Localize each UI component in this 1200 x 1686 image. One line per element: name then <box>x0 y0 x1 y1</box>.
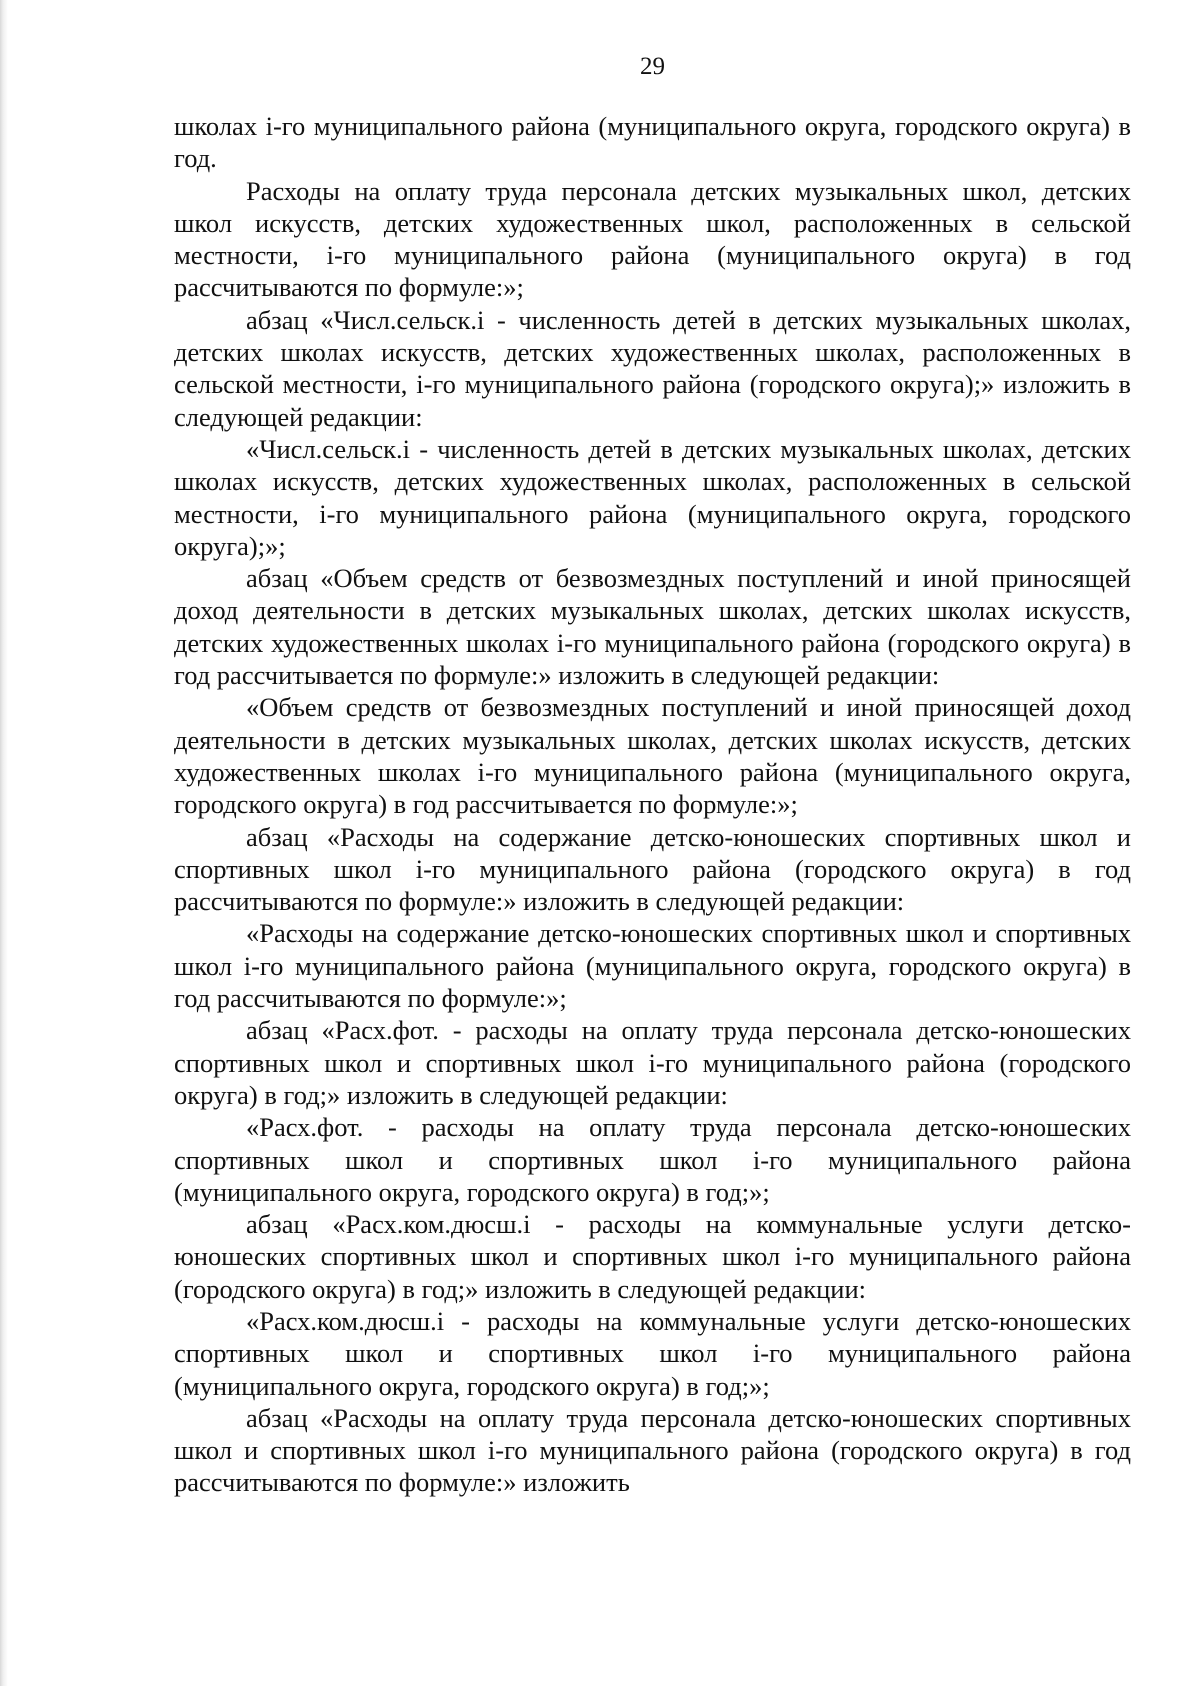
page-number: 29 <box>640 53 665 80</box>
paragraph-3: абзац «Числ.сельск.i - численность детей в детских музыкальных школах, детских школах искусств, детских художественных школах, расположенных в сельской местности, i-го муниципального района (городского округа);» изложить в следующей редакции: <box>174 304 1131 432</box>
paragraph-13: абзац «Расходы на оплату труда персонала детско-юношеских спортивных школ и спортивных школ i-го муниципального района (городского округа) в год рассчитываются по формуле:» изложить <box>174 1402 1131 1498</box>
document-body <box>174 110 1131 1499</box>
paragraph-12: «Расх.ком.дюсш.i - расходы на коммунальные услуги детско-юношеских спортивных школ и спортивных школ i-го муниципального района (муниципального округа, городского округа) в год;»; <box>174 1305 1131 1401</box>
paragraph-9: абзац «Расх.фот. - расходы на оплату труда персонала детско-юношеских спортивных школ и спортивных школ i-го муниципального района (городского округа) в год;» изложить в следующей редакции: <box>174 1015 1131 1110</box>
paragraph-10: «Расх.фот. - расходы на оплату труда персонала детско-юношеских спортивных школ и спортивных школ i-го муниципального района (муниципального округа, городского округа) в год;»; <box>174 1112 1131 1207</box>
paragraph-4: «Числ.сельск.i - численность детей в детских музыкальных школах, детских школах искусств, детских художественных школах, расположенных в сельской местности, i-го муниципального района (муниципального округа, городского округа);»; <box>174 433 1131 561</box>
paragraph-11: абзац «Расх.ком.дюсш.i - расходы на коммунальные услуги детско-юношеских спортивных школ и спортивных школ i-го муниципального района (городского округа) в год;» изложить в следующей редакции: <box>174 1209 1131 1304</box>
paragraph-7: абзац «Расходы на содержание детско-юношеских спортивных школ и спортивных школ i-го муниципального района (городского округа) в год рассчитываются по формуле:» изложить в следующей редакции: <box>174 821 1131 917</box>
paragraph-8: «Расходы на содержание детско-юношеских спортивных школ и спортивных школ i-го муниципального района (муниципального округа, городского округа) в год рассчитываются по формуле:»; <box>174 918 1131 1014</box>
paragraph-1: школах i-го муниципального района (муниципального округа, городского округа) в год. <box>174 111 1131 174</box>
scan-edge <box>0 0 8 1686</box>
paragraph-6: «Объем средств от безвозмездных поступлений и иной приносящей доход деятельности в детских музыкальных школах, детских школах искусств, детских художественных школах i-го муниципального района (муниципального округа, городского округа) в год рассчитывается по формуле:»; <box>174 692 1131 820</box>
paragraph-5: абзац «Объем средств от безвозмездных поступлений и иной приносящей доход деятельности в детских музыкальных школах, детских школах искусств, детских художественных школах i-го муниципального района (городского округа) в год рассчитывается по формуле:» изложить в следующей редакции: <box>174 563 1131 691</box>
paragraph-2: Расходы на оплату труда персонала детских музыкальных школ, детских школ искусств, детских художественных школ, расположенных в сельской местности, i-го муниципального района (муниципального округа) в год рассчитываются по формуле:»; <box>174 175 1131 303</box>
